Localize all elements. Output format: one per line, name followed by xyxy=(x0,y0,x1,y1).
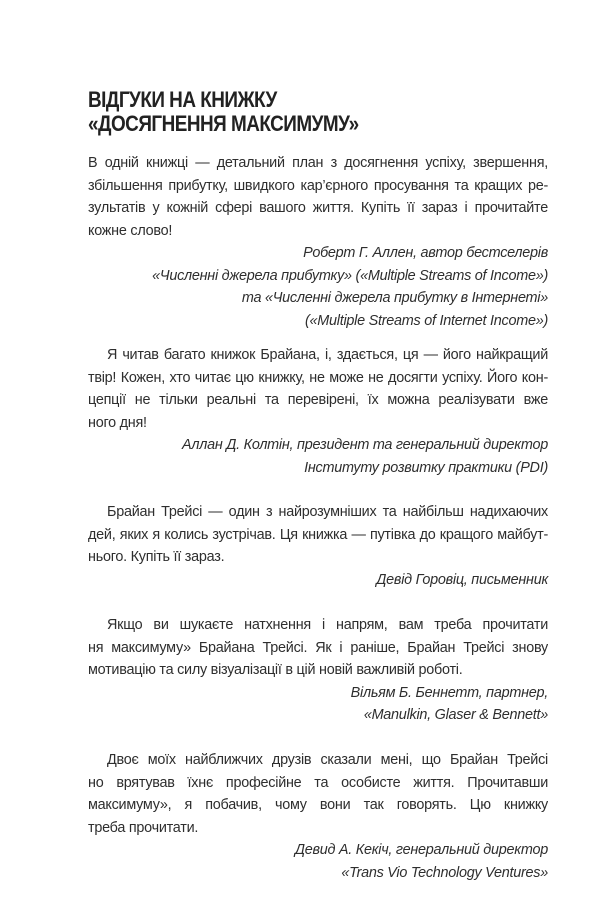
review-text-line: Двоє моїх найближчих друзів сказали мені, що Брайан Трейсі xyxy=(107,752,548,768)
review-text-line: максимуму», я побачив, чому вони так говорять. Цю книжку xyxy=(88,797,548,813)
review-attribution: «Manulkin, Glaser & Bennett» xyxy=(363,707,548,723)
review-attribution: «Trans Vio Technology Ventures» xyxy=(341,864,548,881)
review-attribution: «Численні джерела прибутку» («Multiple Streams of Income») xyxy=(152,267,548,284)
review-text-line: треба прочитати. xyxy=(88,819,199,836)
review-text-line: цепції не тільки реальні та перевірені, їх можна реалізувати вже xyxy=(88,392,548,408)
review-text-line: твір! Кожен, хто читає цю книжку, не може не досягти успіху. Його кон- xyxy=(88,369,548,386)
review-text-line: збільшення прибутку, швидкого кар’єрного просування та кращих ре- xyxy=(88,177,548,194)
review-attribution: Аллан Д. Колтін, президент та генеральний директор xyxy=(182,437,548,453)
review-attribution: Інституту розвитку практики (PDI) xyxy=(304,459,548,476)
review-attribution: («Multiple Streams of Internet Income») xyxy=(305,312,548,329)
review-attribution: Девід Горовіц, письменник xyxy=(376,571,548,588)
title-line: ВІДГУКИ НА КНИЖКУ xyxy=(88,87,277,112)
review-attribution: Вільям Б. Беннетт, партнер, xyxy=(350,684,548,701)
review xyxy=(88,501,548,591)
review-text-line: нього. Купіть її зараз. xyxy=(88,549,225,565)
review-attribution: Роберт Г. Аллен, автор бестселерів xyxy=(303,245,548,261)
title-line: «ДОСЯГНЕННЯ МАКСИМУМУ» xyxy=(88,111,359,136)
review-text-line: мотивацію та силу візуалізації в цій новій важливій роботі. xyxy=(88,662,463,678)
review xyxy=(88,749,548,884)
review-text-line: Брайан Трейсі — один з найрозумніших та найбільш надихаючих xyxy=(107,504,548,520)
review-text-line: ного дня! xyxy=(88,414,147,431)
review-text-line: В одній книжці — детальний план з досягнення успіху, звершення, xyxy=(88,155,548,171)
review xyxy=(88,152,548,332)
review xyxy=(88,614,548,727)
review-text-line: но врятував їхнє професійне та особисте життя. Прочитавши xyxy=(88,774,548,791)
review-text-line: зультатів у кожній сфері вашого життя. Купіть її зараз і прочитайте xyxy=(88,200,548,216)
page-title xyxy=(88,88,359,136)
review-attribution: Девид А. Кекіч, генеральний директор xyxy=(294,842,548,858)
review-text-line: дей, яких я колись зустрічав. Ця книжка — путівка до кращого майбут- xyxy=(88,526,548,543)
review-text-line: ня максимуму» Брайана Трейсі. Як і раніше, Брайан Трейсі знову xyxy=(88,639,548,656)
review-text-line: Якщо ви шукаєте натхнення і напрям, вам треба прочитати xyxy=(107,617,548,633)
review xyxy=(88,344,548,479)
review-text-line: Я читав багато книжок Брайана, і, здається, ця — його найкращий xyxy=(107,347,548,363)
review-text-line: кожне слово! xyxy=(88,222,173,239)
review-attribution: та «Численні джерела прибутку в Інтернеті» xyxy=(241,290,548,306)
